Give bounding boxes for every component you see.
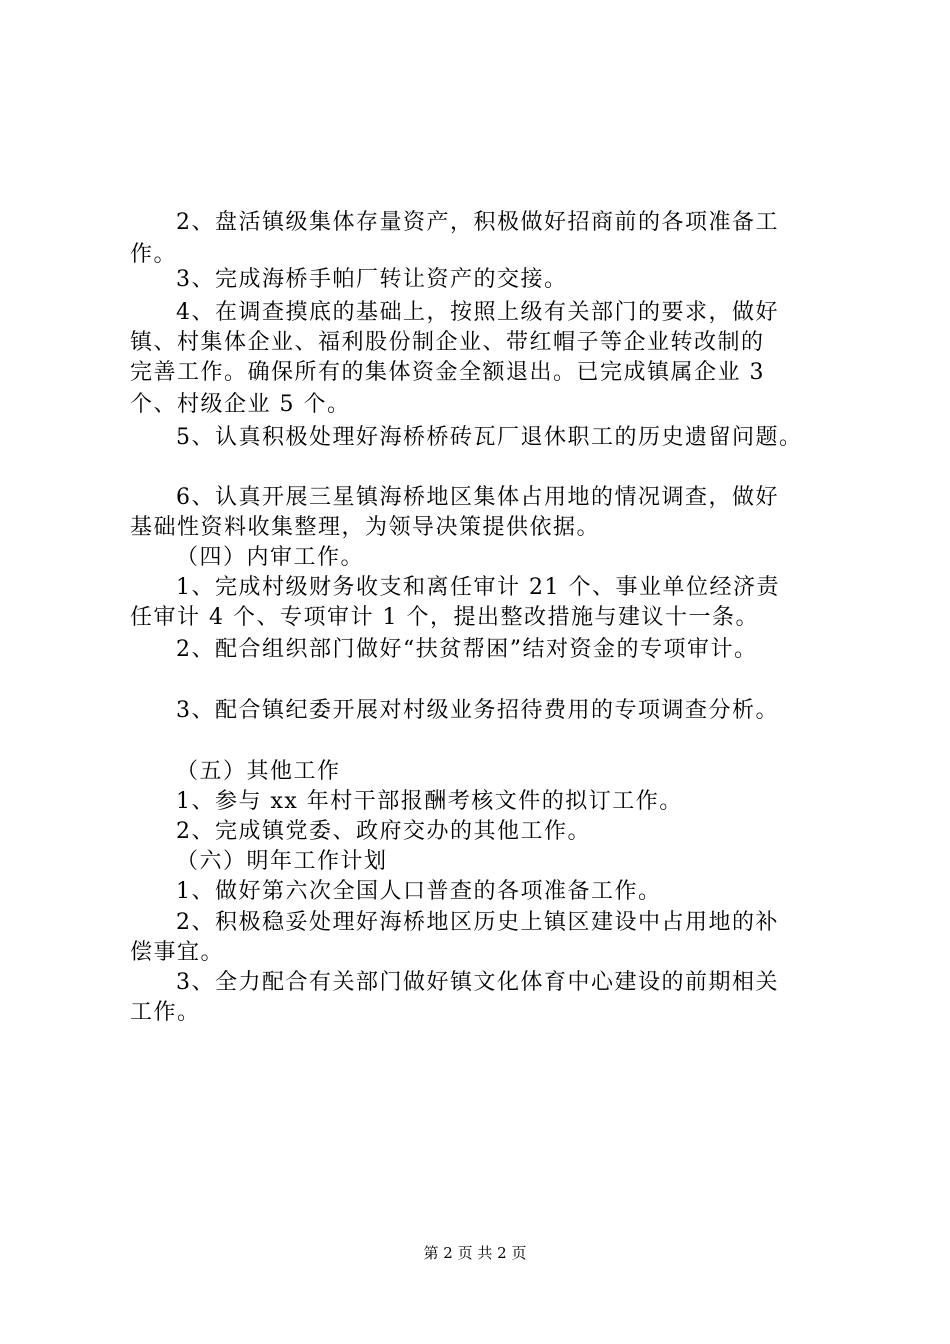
page-footer: 第 2 页 共 2 页: [423, 1244, 527, 1262]
paragraph-line: 任审计 4 个、专项审计 1 个，提出整改措施与建议十一条。: [130, 605, 759, 630]
paragraph-line: 工作。: [130, 1000, 201, 1025]
paragraph-line: 镇、村集体企业、福利股份制企业、带红帽子等企业转改制的: [130, 330, 765, 355]
paragraph-line: 1、参与 xx 年村干部报酬考核文件的拟订工作。: [176, 789, 683, 814]
paragraph-line: 6、认真开展三星镇海桥地区集体占用地的情况调查，做好: [176, 485, 779, 510]
paragraph-line: 3、全力配合有关部门做好镇文化体育中心建设的前期相关: [176, 970, 779, 995]
section-heading: （六）明年工作计划: [176, 849, 388, 874]
section-heading: （五）其他工作: [176, 759, 341, 784]
paragraph-line: 2、积极稳妥处理好海桥地区历史上镇区建设中占用地的补: [176, 910, 779, 935]
paragraph-line: 3、配合镇纪委开展对村级业务招待费用的专项调查分析。: [176, 698, 779, 723]
paragraph-line: 2、完成镇党委、政府交办的其他工作。: [176, 819, 591, 844]
paragraph-line: 3、完成海桥手帕厂转让资产的交接。: [176, 267, 568, 292]
paragraph-line: 1、完成村级财务收支和离任审计 21 个、事业单位经济责: [176, 575, 780, 600]
paragraph-line: 偿事宜。: [130, 940, 225, 965]
paragraph-line: 4、在调查摸底的基础上，按照上级有关部门的要求，做好: [176, 300, 779, 325]
paragraph-line: 2、配合组织部门做好“扶贫帮困”结对资金的专项审计。: [176, 637, 758, 662]
paragraph-line: 1、做好第六次全国人口普查的各项准备工作。: [176, 879, 662, 904]
paragraph-line: 基础性资料收集整理，为领导决策提供依据。: [130, 515, 601, 540]
paragraph-line: 个、村级企业 5 个。: [130, 392, 351, 417]
paragraph-line: 5、认真积极处理好海桥桥砖瓦厂退休职工的历史遗留问题。: [176, 425, 803, 450]
paragraph-line: 完善工作。确保所有的集体资金全额退出。已完成镇属企业 3: [130, 360, 765, 385]
paragraph-line: 2、盘活镇级集体存量资产，积极做好招商前的各项准备工: [176, 210, 779, 235]
section-heading: （四）内审工作。: [176, 545, 365, 570]
paragraph-line: 作。: [130, 242, 178, 267]
